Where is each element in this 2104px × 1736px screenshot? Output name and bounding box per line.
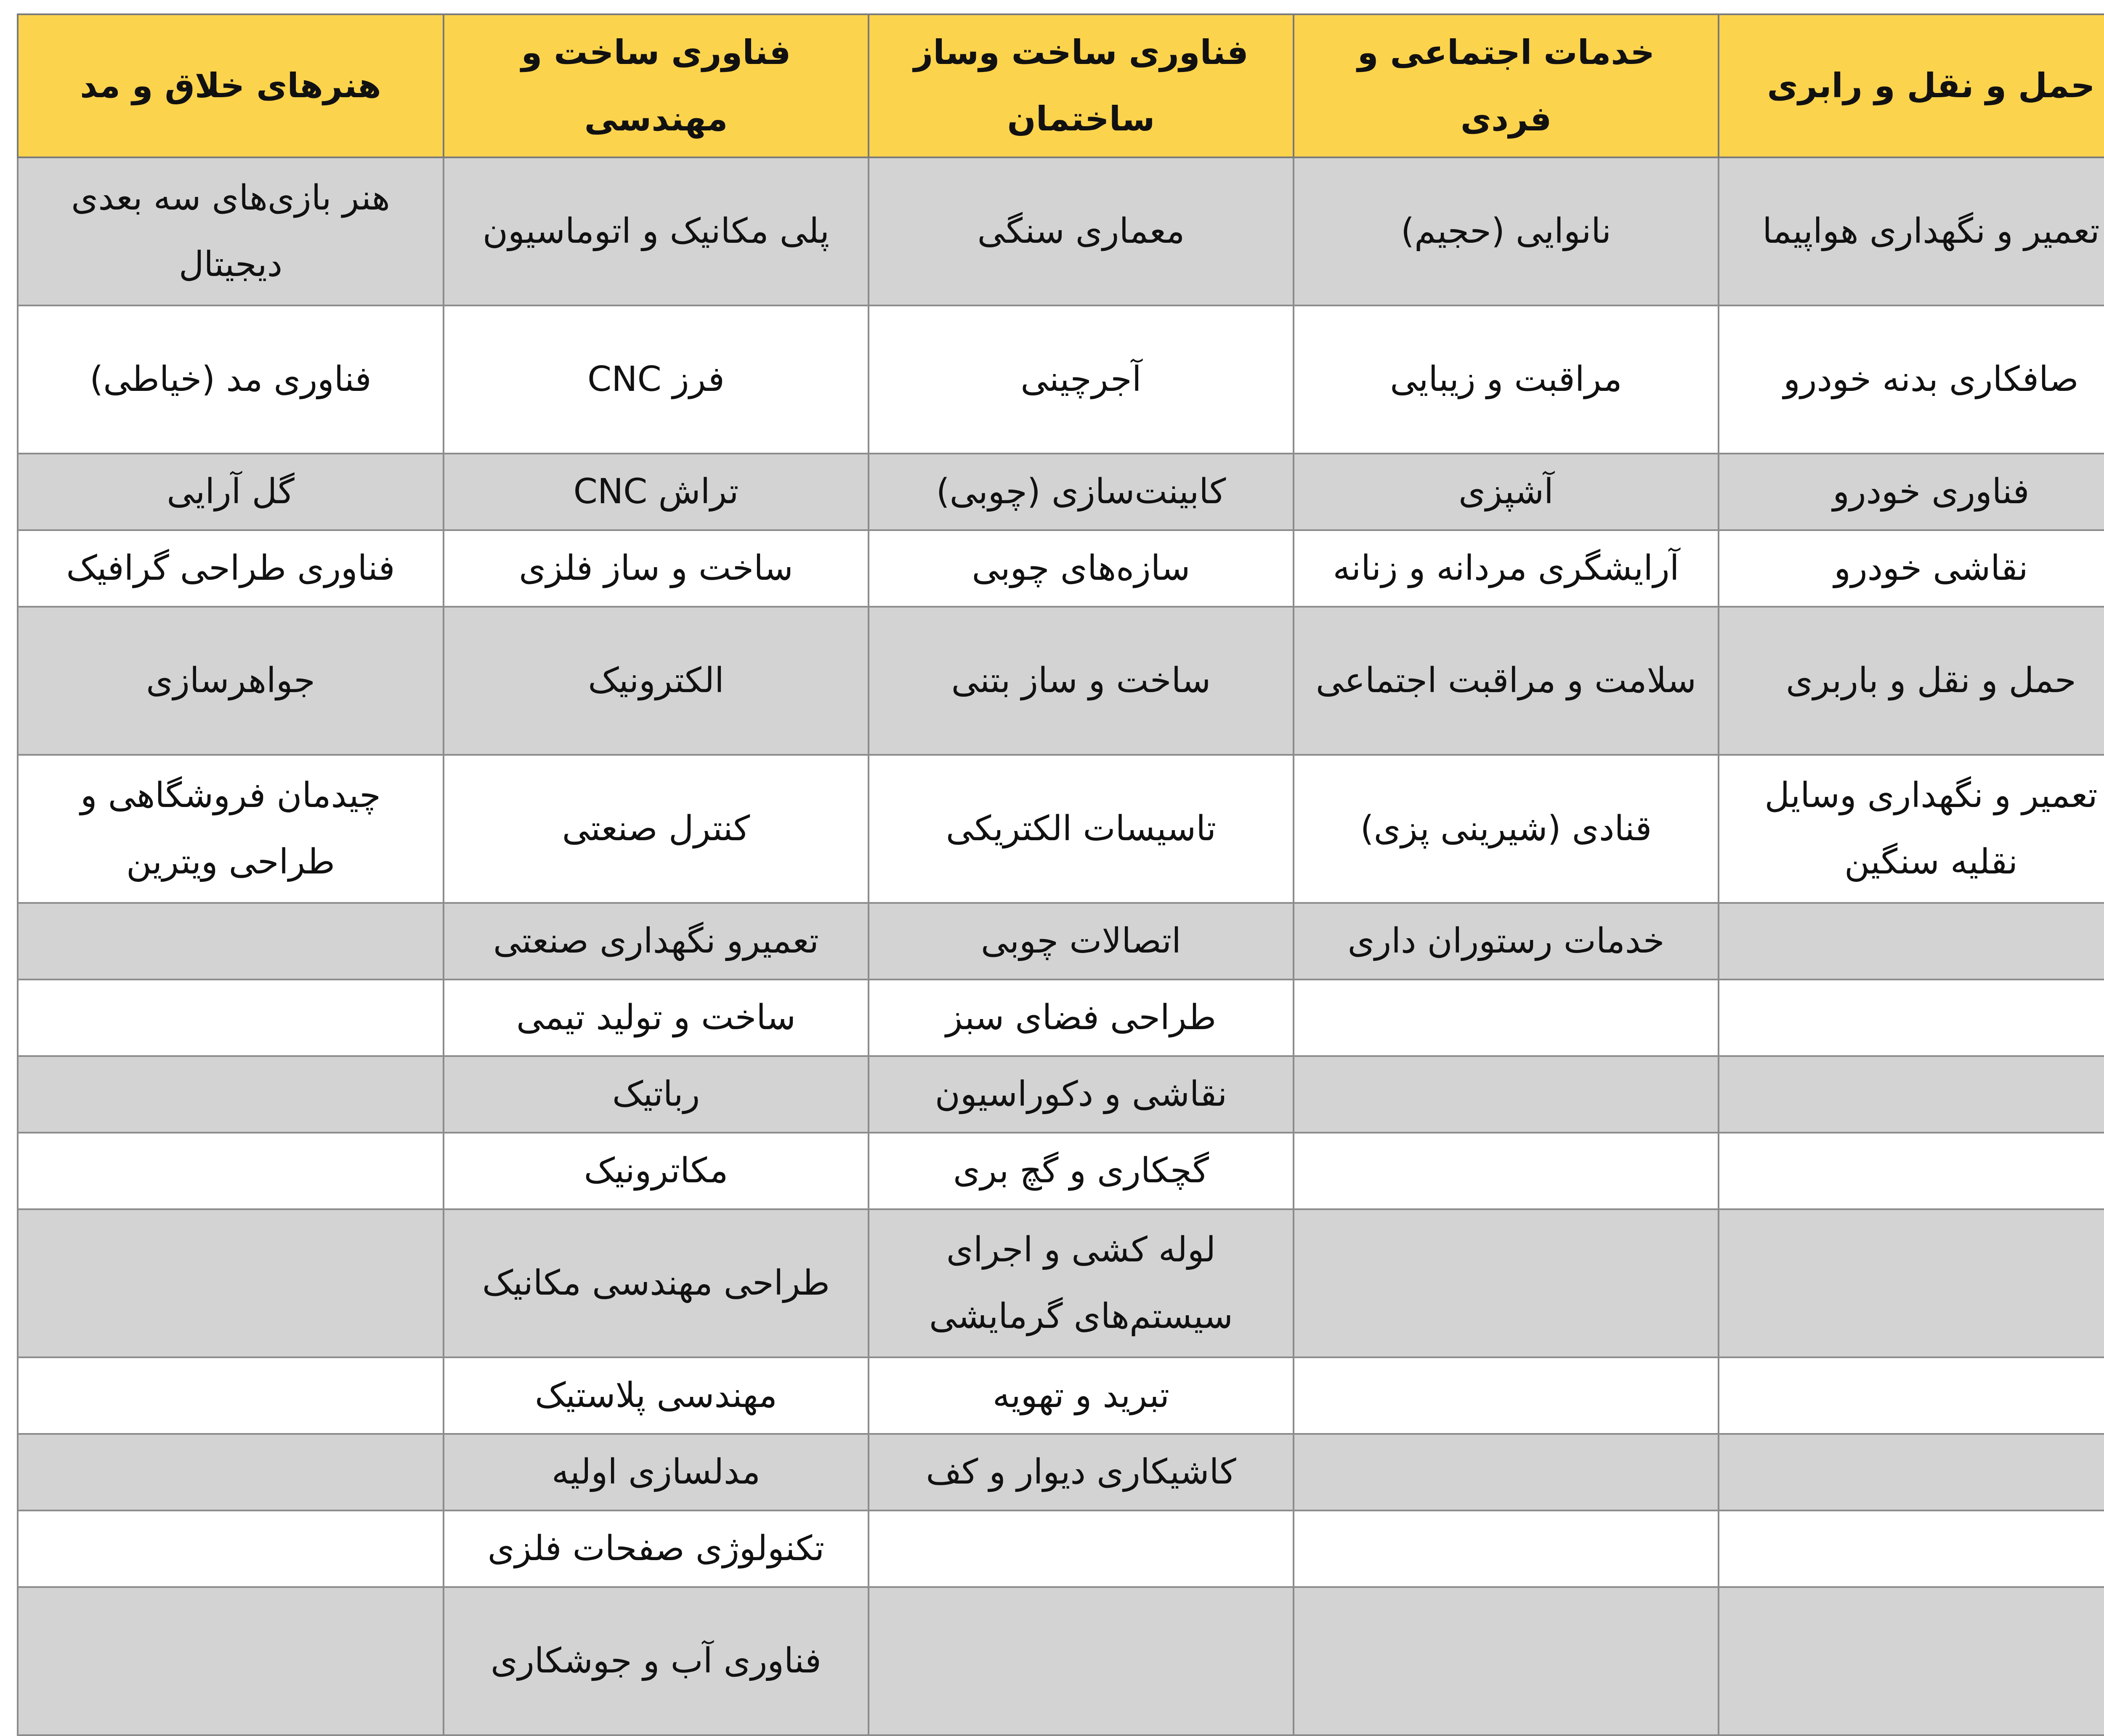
cell-building-construction	[869, 1510, 1294, 1587]
table-row	[18, 454, 2104, 530]
header-transport: حمل و نقل و رابری	[1719, 14, 2104, 157]
cell-manufacturing-engineering: تراش CNC	[444, 454, 869, 530]
cell-creative-arts-fashion	[18, 1587, 444, 1735]
cell-transport	[1719, 1133, 2104, 1209]
cell-creative-arts-fashion: فناوری مد (خیاطی)	[18, 305, 444, 454]
cell-manufacturing-engineering: مهندسی پلاستیک	[444, 1357, 869, 1434]
cell-building-construction: نقاشی و دکوراسیون	[869, 1056, 1294, 1133]
cell-building-construction: ساخت و ساز بتنی	[869, 607, 1294, 755]
cell-transport: نقاشی خودرو	[1719, 530, 2104, 607]
cell-building-construction: تاسیسات الکتریکی	[869, 755, 1294, 903]
table-row	[18, 903, 2104, 979]
cell-transport	[1719, 1510, 2104, 1587]
cell-creative-arts-fashion: گل آرایی	[18, 454, 444, 530]
cell-building-construction: کاشیکاری دیوار و کف	[869, 1434, 1294, 1510]
cell-social-services	[1294, 1056, 1719, 1133]
cell-transport: تعمیر و نگهداری هواپیما	[1719, 157, 2104, 305]
cell-manufacturing-engineering: ساخت و تولید تیمی	[444, 979, 869, 1056]
cell-manufacturing-engineering: مدلسازی اولیه	[444, 1434, 869, 1510]
table-row	[18, 979, 2104, 1056]
header-social-services: خدمات اجتماعی و فردی	[1294, 14, 1719, 157]
cell-creative-arts-fashion	[18, 1357, 444, 1434]
cell-transport	[1719, 1434, 2104, 1510]
header-row	[18, 14, 2104, 157]
vocational-fields-table	[17, 13, 2104, 1736]
cell-social-services	[1294, 1133, 1719, 1209]
header-building-construction: فناوری ساخت وساز ساختمان	[869, 14, 1294, 157]
cell-manufacturing-engineering: تعمیرو نگهداری صنعتی	[444, 903, 869, 979]
table-row	[18, 1357, 2104, 1434]
cell-creative-arts-fashion	[18, 979, 444, 1056]
cell-transport: تعمیر و نگهداری وسایل نقلیه سنگین	[1719, 755, 2104, 903]
cell-transport: حمل و نقل و باربری	[1719, 607, 2104, 755]
table-row	[18, 530, 2104, 607]
cell-building-construction: اتصالات چوبی	[869, 903, 1294, 979]
cell-creative-arts-fashion: جواهرسازی	[18, 607, 444, 755]
cell-building-construction: کابینت‌سازی (چوبی)	[869, 454, 1294, 530]
table-row	[18, 1133, 2104, 1209]
cell-building-construction	[869, 1587, 1294, 1735]
cell-building-construction: لوله کشی و اجرای سیستم‌های گرمایشی	[869, 1209, 1294, 1357]
cell-social-services: نانوایی (حجیم)	[1294, 157, 1719, 305]
cell-social-services: مراقبت و زیبایی	[1294, 305, 1719, 454]
cell-building-construction: سازه‌های چوبی	[869, 530, 1294, 607]
cell-social-services	[1294, 1209, 1719, 1357]
cell-manufacturing-engineering: پلی مکانیک و اتوماسیون	[444, 157, 869, 305]
cell-social-services: سلامت و مراقبت اجتماعی	[1294, 607, 1719, 755]
cell-social-services: قنادی (شیرینی پزی)	[1294, 755, 1719, 903]
cell-social-services	[1294, 979, 1719, 1056]
cell-social-services	[1294, 1357, 1719, 1434]
cell-building-construction: طراحی فضای سبز	[869, 979, 1294, 1056]
table-row	[18, 1056, 2104, 1133]
table-row	[18, 1209, 2104, 1357]
cell-creative-arts-fashion	[18, 1056, 444, 1133]
table-row	[18, 305, 2104, 454]
cell-creative-arts-fashion: فناوری طراحی گرافیک	[18, 530, 444, 607]
cell-transport	[1719, 903, 2104, 979]
cell-transport	[1719, 1587, 2104, 1735]
cell-manufacturing-engineering: کنترل صنعتی	[444, 755, 869, 903]
cell-manufacturing-engineering: فرز CNC	[444, 305, 869, 454]
cell-creative-arts-fashion	[18, 1133, 444, 1209]
cell-transport	[1719, 979, 2104, 1056]
cell-creative-arts-fashion	[18, 1434, 444, 1510]
table-row	[18, 1587, 2104, 1735]
cell-creative-arts-fashion	[18, 1209, 444, 1357]
cell-manufacturing-engineering: رباتیک	[444, 1056, 869, 1133]
cell-building-construction: گچکاری و گچ بری	[869, 1133, 1294, 1209]
cell-manufacturing-engineering: ساخت و ساز فلزی	[444, 530, 869, 607]
header-creative-arts-fashion: هنرهای خلاق و مد	[18, 14, 444, 157]
table-row	[18, 1510, 2104, 1587]
table-row	[18, 755, 2104, 903]
cell-creative-arts-fashion	[18, 1510, 444, 1587]
cell-social-services	[1294, 1510, 1719, 1587]
cell-social-services: آرایشگری مردانه و زنانه	[1294, 530, 1719, 607]
table-row	[18, 157, 2104, 305]
cell-creative-arts-fashion: هنر بازی‌های سه بعدی دیجیتال	[18, 157, 444, 305]
table-header	[18, 14, 2104, 157]
cell-manufacturing-engineering: مکاترونیک	[444, 1133, 869, 1209]
cell-transport	[1719, 1209, 2104, 1357]
cell-building-construction: معماری سنگی	[869, 157, 1294, 305]
cell-building-construction: آجرچینی	[869, 305, 1294, 454]
cell-social-services	[1294, 1434, 1719, 1510]
cell-manufacturing-engineering: تکنولوژی صفحات فلزی	[444, 1510, 869, 1587]
cell-transport	[1719, 1357, 2104, 1434]
cell-transport	[1719, 1056, 2104, 1133]
cell-transport: فناوری خودرو	[1719, 454, 2104, 530]
table-row	[18, 1434, 2104, 1510]
cell-manufacturing-engineering: الکترونیک	[444, 607, 869, 755]
cell-social-services: آشپزی	[1294, 454, 1719, 530]
table-row	[18, 607, 2104, 755]
cell-building-construction: تبرید و تهویه	[869, 1357, 1294, 1434]
cell-manufacturing-engineering: فناوری آب و جوشکاری	[444, 1587, 869, 1735]
cell-creative-arts-fashion	[18, 903, 444, 979]
cell-manufacturing-engineering: طراحی مهندسی مکانیک	[444, 1209, 869, 1357]
table-body	[18, 157, 2104, 1735]
cell-social-services: خدمات رستوران داری	[1294, 903, 1719, 979]
cell-creative-arts-fashion: چیدمان فروشگاهی و طراحی ویترین	[18, 755, 444, 903]
header-manufacturing-engineering: فناوری ساخت و مهندسی	[444, 14, 869, 157]
cell-transport: صافکاری بدنه خودرو	[1719, 305, 2104, 454]
cell-social-services	[1294, 1587, 1719, 1735]
